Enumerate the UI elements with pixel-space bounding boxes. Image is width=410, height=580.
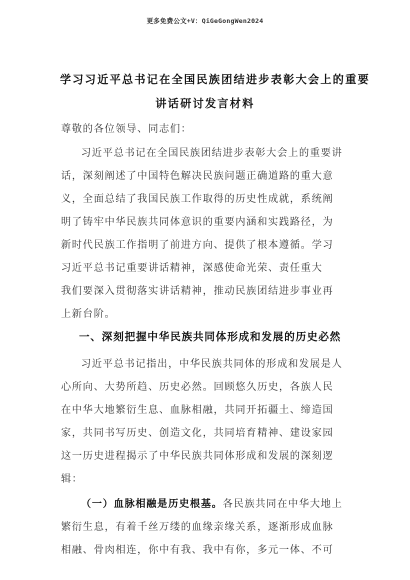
subsection-lead: （一）血脉相融是历史根基。 (81, 499, 223, 510)
paragraph-2-line: 心所向、大势所趋、历史必然。回顾悠久历史，各族人民 (61, 382, 334, 393)
document-title-line-2: 讲话研讨发言材料 (155, 97, 255, 110)
top-note: 更多免费公文+V：QiGeGongWen2024 (146, 17, 264, 25)
paragraph-2-line: 这一历史进程揭示了中华民族共同体形成和发展的深刻逻 (61, 451, 334, 462)
paragraph-1-line: 新时代民族工作指明了前进方向、提供了根本遵循。学习 (61, 240, 334, 251)
paragraph-2-line: 在中华大地繁衍生息、血脉相融，共同开拓疆土、缔造国 (61, 405, 334, 416)
paragraph-2-line: 辑： (61, 474, 83, 485)
paragraph-1-line: 习近平总书记重要讲话精神，深感使命光荣、责任重大 (61, 263, 323, 274)
paragraph-1-line: 上新台阶。 (61, 309, 116, 320)
paragraph-1-line: 习近平总书记在全国民族团结进步表彰大会上的重要讲 (81, 148, 343, 159)
paragraph-3-line: 繁衍生息，有着千丝万缕的血缘亲缘关系，逐渐形成血脉 (61, 522, 334, 533)
paragraph-2-line: 习近平总书记指出，中华民族共同体的形成和发展是人 (81, 359, 343, 370)
paragraph-3-text: 各民族共同在中华大地上 (222, 499, 343, 510)
paragraph-1-line: 义，全面总结了我国民族工作取得的历史性成就，系统阐 (61, 194, 334, 205)
paragraph-3-line: 相融、骨肉相连，你中有我、我中有你，多元一体、不可 (61, 545, 334, 556)
paragraph-1-line: 我们要深入贯彻落实讲话精神，推动民族团结进步事业再 (61, 286, 334, 297)
paragraph-1-line: 话，深刻阐述了中国特色解决民族问题正确道路的重大意 (61, 171, 334, 182)
paragraph-1-line: 明了铸牢中华民族共同体意识的重要内涵和实践路径，为 (61, 217, 334, 228)
document-title-line-1: 学习习近平总书记在全国民族团结进步表彰大会上的重要 (60, 73, 370, 86)
paragraph-2-line: 家，共同书写历史、创造文化，共同培育精神、建设家园 (61, 428, 334, 439)
salutation: 尊敬的各位领导、同志们： (61, 124, 192, 135)
section-heading-1: 一、深刻把握中华民族共同体形成和发展的历史必然 (79, 331, 342, 343)
paragraph-3-line (81, 495, 356, 510)
